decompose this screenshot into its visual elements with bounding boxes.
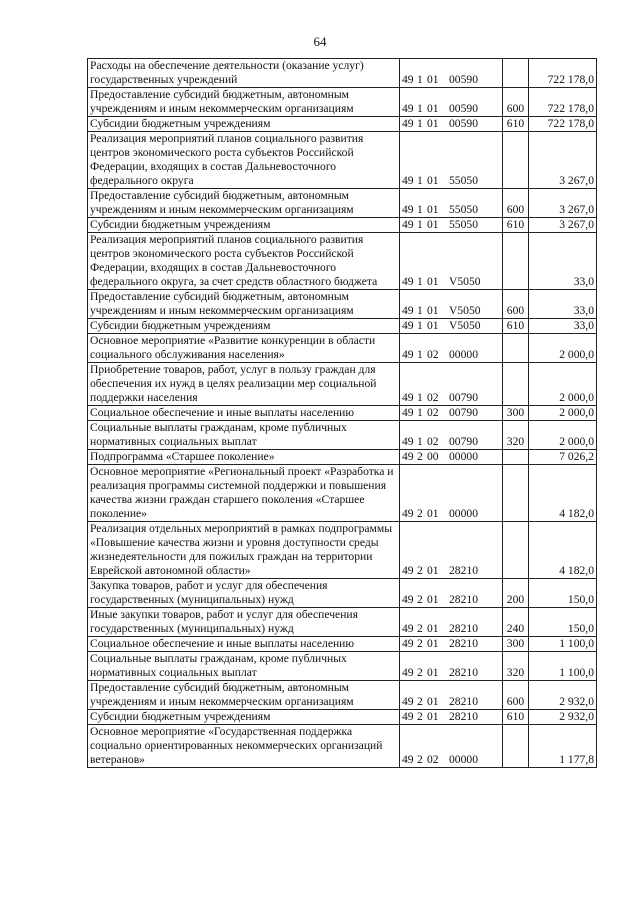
table-row	[88, 290, 597, 319]
row-amount: 2 932,0	[529, 710, 597, 725]
row-name: Социальное обеспечение и иные выплаты населению	[88, 637, 400, 652]
row-code	[400, 218, 503, 233]
code-part-k2: 1	[417, 174, 423, 187]
code-part-k3: 00	[427, 450, 439, 463]
row-code	[400, 710, 503, 725]
table-row	[88, 88, 597, 117]
table-row	[88, 218, 597, 233]
table-row	[88, 465, 597, 522]
row-amount: 33,0	[529, 233, 597, 290]
table-row	[88, 233, 597, 290]
code-part-k2: 2	[417, 622, 423, 635]
row-expense-type: 320	[503, 421, 529, 450]
row-name: Закупка товаров, работ и услуг для обеспечения государственных (муниципальных) нужд	[88, 579, 400, 608]
row-expense-type	[503, 522, 529, 579]
row-name: Субсидии бюджетным учреждениям	[88, 117, 400, 132]
code-part-k3: 01	[427, 564, 439, 577]
row-name: Субсидии бюджетным учреждениям	[88, 319, 400, 334]
code-part-k2: 2	[417, 593, 423, 606]
code-part-k4: 00000	[449, 450, 478, 463]
code-part-k1: 49	[402, 218, 414, 231]
row-amount: 150,0	[529, 579, 597, 608]
code-part-k4: 55050	[449, 218, 478, 231]
row-name: Реализация мероприятий планов социального развития центров экономического роста субъектов Российской Федерации, входящих в состав Дальневосточного федерального округа, за счет средств областного бюджета	[88, 233, 400, 290]
row-expense-type: 610	[503, 117, 529, 132]
row-expense-type	[503, 334, 529, 363]
code-part-k1: 49	[402, 710, 414, 723]
table-row	[88, 522, 597, 579]
row-code	[400, 725, 503, 768]
code-part-k1: 49	[402, 117, 414, 130]
row-amount: 2 932,0	[529, 681, 597, 710]
row-name: Основное мероприятие «Государственная поддержка социально ориентированных некоммерческих организаций ветеранов»	[88, 725, 400, 768]
code-part-k1: 49	[402, 406, 414, 419]
row-name: Социальные выплаты гражданам, кроме публичных нормативных социальных выплат	[88, 652, 400, 681]
code-part-k2: 2	[417, 507, 423, 520]
code-part-k3: 01	[427, 117, 439, 130]
code-part-k1: 49	[402, 593, 414, 606]
code-part-k1: 49	[402, 435, 414, 448]
row-code	[400, 465, 503, 522]
row-code	[400, 132, 503, 189]
code-part-k4: 28210	[449, 622, 478, 635]
code-part-k1: 49	[402, 73, 414, 86]
row-expense-type	[503, 363, 529, 406]
code-part-k3: 01	[427, 507, 439, 520]
table-row	[88, 450, 597, 465]
code-part-k4: 00790	[449, 435, 478, 448]
code-part-k4: 00000	[449, 348, 478, 361]
row-amount: 1 100,0	[529, 652, 597, 681]
table-row	[88, 117, 597, 132]
code-part-k1: 49	[402, 275, 414, 288]
code-part-k2: 1	[417, 348, 423, 361]
row-amount: 722 178,0	[529, 117, 597, 132]
code-part-k2: 2	[417, 710, 423, 723]
row-expense-type: 610	[503, 319, 529, 334]
row-code	[400, 522, 503, 579]
row-expense-type: 300	[503, 406, 529, 421]
code-part-k2: 2	[417, 753, 423, 766]
table-row	[88, 652, 597, 681]
code-part-k2: 1	[417, 102, 423, 115]
code-part-k4: 00590	[449, 73, 478, 86]
code-part-k2: 1	[417, 391, 423, 404]
code-part-k3: 01	[427, 666, 439, 679]
code-part-k3: 01	[427, 102, 439, 115]
code-part-k2: 2	[417, 695, 423, 708]
row-name: Реализация мероприятий планов социального развития центров экономического роста субъектов Российской Федерации, входящих в состав Дальневосточного федерального округа	[88, 132, 400, 189]
code-part-k4: 28210	[449, 593, 478, 606]
code-part-k4: V5050	[449, 275, 481, 288]
row-amount: 2 000,0	[529, 421, 597, 450]
row-name: Основное мероприятие «Развитие конкуренции в области социального обслуживания населения»	[88, 334, 400, 363]
row-expense-type: 240	[503, 608, 529, 637]
code-part-k3: 02	[427, 348, 439, 361]
budget-table-body	[88, 59, 597, 768]
row-amount: 2 000,0	[529, 406, 597, 421]
code-part-k1: 49	[402, 666, 414, 679]
row-code	[400, 290, 503, 319]
row-name: Предоставление субсидий бюджетным, автономным учреждениям и иным некоммерческим организациям	[88, 681, 400, 710]
code-part-k4: 55050	[449, 174, 478, 187]
row-expense-type	[503, 450, 529, 465]
row-expense-type: 610	[503, 710, 529, 725]
row-code	[400, 319, 503, 334]
table-row	[88, 406, 597, 421]
page-number: 64	[313, 34, 327, 49]
code-part-k4: 00790	[449, 406, 478, 419]
code-part-k1: 49	[402, 304, 414, 317]
row-name: Основное мероприятие «Региональный проект «Разработка и реализация программы системной поддержки и повышения качества жизни граждан старшего поколения «Старшее поколение»	[88, 465, 400, 522]
row-amount: 4 182,0	[529, 465, 597, 522]
code-part-k4: 55050	[449, 203, 478, 216]
row-code	[400, 681, 503, 710]
code-part-k3: 01	[427, 637, 439, 650]
row-expense-type	[503, 59, 529, 88]
row-code	[400, 189, 503, 218]
code-part-k4: 00590	[449, 102, 478, 115]
code-part-k3: 02	[427, 435, 439, 448]
row-expense-type: 300	[503, 637, 529, 652]
code-part-k3: 01	[427, 275, 439, 288]
table-row	[88, 637, 597, 652]
code-part-k2: 1	[417, 304, 423, 317]
row-code	[400, 233, 503, 290]
table-row	[88, 363, 597, 406]
code-part-k3: 01	[427, 73, 439, 86]
row-amount: 722 178,0	[529, 88, 597, 117]
code-part-k4: 28210	[449, 564, 478, 577]
code-part-k2: 1	[417, 117, 423, 130]
table-row	[88, 189, 597, 218]
row-code	[400, 88, 503, 117]
table-row	[88, 59, 597, 88]
code-part-k1: 49	[402, 174, 414, 187]
row-name: Реализация отдельных мероприятий в рамках подпрограммы «Повышение качества жизни и уровня доступности среды жизнедеятельности для пожилых граждан на территории Еврейской автономной области»	[88, 522, 400, 579]
row-code	[400, 579, 503, 608]
code-part-k2: 2	[417, 564, 423, 577]
code-part-k1: 49	[402, 507, 414, 520]
row-expense-type: 320	[503, 652, 529, 681]
row-amount: 3 267,0	[529, 189, 597, 218]
row-amount: 3 267,0	[529, 218, 597, 233]
row-expense-type: 600	[503, 681, 529, 710]
row-expense-type	[503, 725, 529, 768]
row-amount: 33,0	[529, 319, 597, 334]
row-amount: 1 177,8	[529, 725, 597, 768]
code-part-k1: 49	[402, 391, 414, 404]
code-part-k2: 1	[417, 203, 423, 216]
table-row	[88, 319, 597, 334]
code-part-k2: 2	[417, 637, 423, 650]
row-code	[400, 652, 503, 681]
row-expense-type	[503, 465, 529, 522]
row-name: Социальные выплаты гражданам, кроме публичных нормативных социальных выплат	[88, 421, 400, 450]
code-part-k4: 00000	[449, 507, 478, 520]
row-code	[400, 637, 503, 652]
code-part-k4: V5050	[449, 319, 481, 332]
row-expense-type: 600	[503, 290, 529, 319]
row-amount: 3 267,0	[529, 132, 597, 189]
row-name: Предоставление субсидий бюджетным, автономным учреждениям и иным некоммерческим организациям	[88, 189, 400, 218]
code-part-k3: 01	[427, 203, 439, 216]
code-part-k1: 49	[402, 622, 414, 635]
row-name: Социальное обеспечение и иные выплаты населению	[88, 406, 400, 421]
code-part-k1: 49	[402, 203, 414, 216]
row-expense-type	[503, 132, 529, 189]
row-code	[400, 363, 503, 406]
code-part-k4: 28210	[449, 695, 478, 708]
row-amount: 33,0	[529, 290, 597, 319]
code-part-k4: V5050	[449, 304, 481, 317]
code-part-k1: 49	[402, 102, 414, 115]
code-part-k4: 28210	[449, 637, 478, 650]
code-part-k2: 1	[417, 73, 423, 86]
table-row	[88, 725, 597, 768]
row-code	[400, 117, 503, 132]
code-part-k2: 1	[417, 319, 423, 332]
row-expense-type: 600	[503, 189, 529, 218]
table-row	[88, 132, 597, 189]
row-amount: 2 000,0	[529, 334, 597, 363]
row-amount: 722 178,0	[529, 59, 597, 88]
code-part-k3: 01	[427, 622, 439, 635]
code-part-k1: 49	[402, 348, 414, 361]
row-expense-type: 600	[503, 88, 529, 117]
row-name: Расходы на обеспечение деятельности (оказание услуг) государственных учреждений	[88, 59, 400, 88]
row-name: Подпрограмма «Старшее поколение»	[88, 450, 400, 465]
row-code	[400, 334, 503, 363]
row-name: Субсидии бюджетным учреждениям	[88, 710, 400, 725]
code-part-k4: 00000	[449, 753, 478, 766]
row-code	[400, 450, 503, 465]
code-part-k3: 01	[427, 304, 439, 317]
code-part-k1: 49	[402, 564, 414, 577]
table-row	[88, 710, 597, 725]
table-row	[88, 681, 597, 710]
row-name: Иные закупки товаров, работ и услуг для обеспечения государственных (муниципальных) нужд	[88, 608, 400, 637]
code-part-k3: 01	[427, 174, 439, 187]
code-part-k3: 02	[427, 391, 439, 404]
code-part-k3: 01	[427, 218, 439, 231]
row-amount: 1 100,0	[529, 637, 597, 652]
code-part-k3: 01	[427, 695, 439, 708]
code-part-k4: 00590	[449, 117, 478, 130]
code-part-k2: 2	[417, 666, 423, 679]
row-expense-type: 610	[503, 218, 529, 233]
code-part-k2: 1	[417, 406, 423, 419]
row-amount: 2 000,0	[529, 363, 597, 406]
code-part-k1: 49	[402, 695, 414, 708]
row-expense-type: 200	[503, 579, 529, 608]
row-code	[400, 421, 503, 450]
table-row	[88, 334, 597, 363]
row-amount: 4 182,0	[529, 522, 597, 579]
row-name: Приобретение товаров, работ, услуг в пользу граждан для обеспечения их нужд в целях реализации мер социальной поддержки населения	[88, 363, 400, 406]
row-amount: 7 026,2	[529, 450, 597, 465]
code-part-k1: 49	[402, 450, 414, 463]
code-part-k1: 49	[402, 637, 414, 650]
row-name: Предоставление субсидий бюджетным, автономным учреждениям и иным некоммерческим организациям	[88, 88, 400, 117]
code-part-k4: 28210	[449, 710, 478, 723]
table-row	[88, 421, 597, 450]
code-part-k1: 49	[402, 753, 414, 766]
code-part-k4: 00790	[449, 391, 478, 404]
table-row	[88, 608, 597, 637]
code-part-k2: 2	[417, 450, 423, 463]
code-part-k3: 01	[427, 319, 439, 332]
code-part-k3: 02	[427, 753, 439, 766]
row-name: Предоставление субсидий бюджетным, автономным учреждениям и иным некоммерческим организациям	[88, 290, 400, 319]
budget-table	[87, 58, 597, 768]
row-code	[400, 608, 503, 637]
code-part-k4: 28210	[449, 666, 478, 679]
row-name: Субсидии бюджетным учреждениям	[88, 218, 400, 233]
table-row	[88, 579, 597, 608]
row-code	[400, 59, 503, 88]
code-part-k3: 01	[427, 710, 439, 723]
code-part-k3: 01	[427, 593, 439, 606]
code-part-k2: 1	[417, 435, 423, 448]
code-part-k2: 1	[417, 275, 423, 288]
code-part-k1: 49	[402, 319, 414, 332]
row-amount: 150,0	[529, 608, 597, 637]
code-part-k2: 1	[417, 218, 423, 231]
row-expense-type	[503, 233, 529, 290]
row-code	[400, 406, 503, 421]
code-part-k3: 02	[427, 406, 439, 419]
